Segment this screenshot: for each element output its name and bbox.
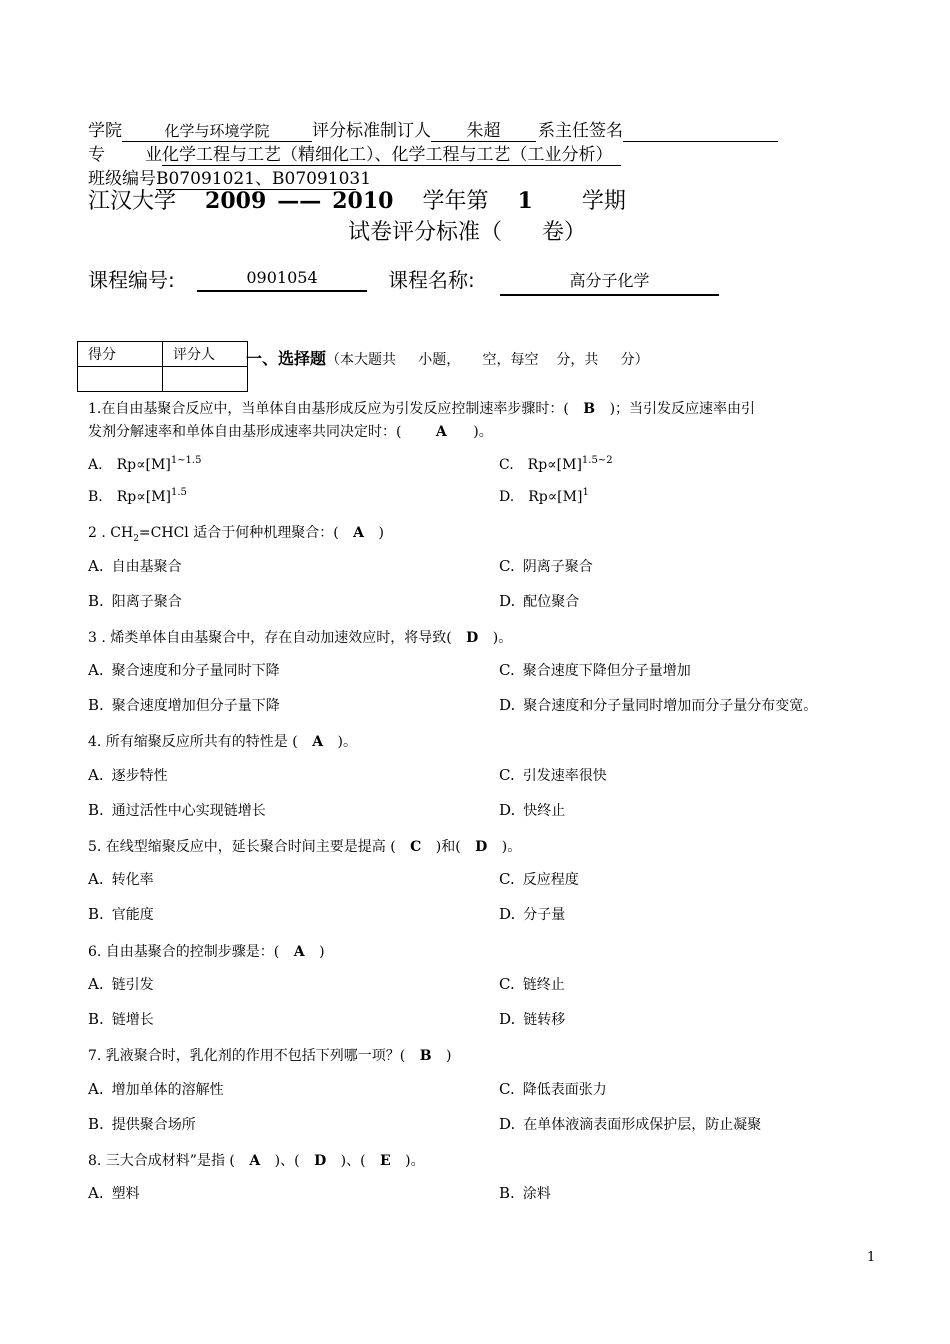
maker-value: 朱超 xyxy=(431,116,536,142)
option: B. $Rp\propto[M]^{1.5}$ xyxy=(88,487,187,505)
course-code-value: 0901054 xyxy=(197,268,367,292)
answer: B xyxy=(419,1048,432,1064)
option: D. 在单体液滴表面形成保护层，防止凝聚 xyxy=(499,1115,762,1133)
option: D. 分子量 xyxy=(499,905,566,923)
answer: C xyxy=(410,839,422,855)
exam-subtitle: 试卷评分标准（ 卷） xyxy=(348,220,587,245)
question-1-stem-cont: 发剂分解速率和单体自由基形成速率共同决定时：( A )。 xyxy=(88,424,493,440)
option: A. 增加单体的溶解性 xyxy=(88,1080,224,1098)
answer: D xyxy=(314,1153,327,1169)
maker-label: 评分标准制订人 xyxy=(312,121,431,141)
answer: A xyxy=(312,734,324,750)
option: B. 链增长 xyxy=(88,1010,154,1028)
option: D. 链转移 xyxy=(499,1010,566,1028)
option: A. 逐步特性 xyxy=(88,766,168,784)
option: D. $Rp\propto[M]^1$ xyxy=(499,487,589,505)
option: C. 聚合速度下降但分子量增加 xyxy=(499,661,691,679)
header-major-row xyxy=(88,140,621,166)
option: A. 转化率 xyxy=(88,870,154,888)
year-end: 2010 xyxy=(332,188,394,214)
college-value: 化学与环境学院 xyxy=(122,120,312,142)
option: B. 提供聚合场所 xyxy=(88,1115,196,1133)
option: A. 聚合速度和分子量同时下降 xyxy=(88,661,280,679)
option: B. 涂料 xyxy=(499,1184,551,1202)
class-value: B07091021、B07091031 xyxy=(156,164,356,190)
question-5-stem: 5. 在线型缩聚反应中，延长聚合时间主要是提高 ( C )和( D )。 xyxy=(88,839,522,855)
option: D. 配位聚合 xyxy=(499,592,580,610)
question-1-stem: 1.在自由基聚合反应中，当单体自由基形成反应为引发反应控制速率步骤时：( B )；当引发反应速率由引 xyxy=(88,401,756,417)
grader-cell[interactable] xyxy=(163,367,248,392)
option: D. 快终止 xyxy=(499,801,566,819)
university-name: 江汉大学 xyxy=(88,189,177,214)
score-header: 得分 xyxy=(78,342,163,367)
option: C. 降低表面张力 xyxy=(499,1080,607,1098)
answer: B xyxy=(583,401,596,417)
major-label-2: 业 xyxy=(145,145,162,165)
answer: A xyxy=(353,525,365,541)
college-label: 学院 xyxy=(88,121,122,141)
score-cell[interactable] xyxy=(78,367,163,392)
option: B. 阳离子聚合 xyxy=(88,592,182,610)
header-college-row xyxy=(88,116,778,142)
option: C. $Rp\propto[M]^{1.5\sim 2}$ xyxy=(499,455,613,473)
exam-title-row xyxy=(88,184,626,215)
option: A. 链引发 xyxy=(88,975,154,993)
course-name-label: 课程名称: xyxy=(388,268,475,292)
term-number: 1 xyxy=(517,188,533,214)
option: B. 官能度 xyxy=(88,905,154,923)
option: B. 聚合速度增加但分子量下降 xyxy=(88,696,280,714)
term-word: 学期 xyxy=(581,189,626,214)
page-number: 1 xyxy=(867,1250,876,1265)
option: C. 反应程度 xyxy=(499,870,579,888)
question-7-stem: 7. 乳液聚合时，乳化剂的作用不包括下列哪一项？( B ) xyxy=(88,1048,452,1064)
year-word: 学年第 xyxy=(422,189,489,214)
question-4-stem: 4. 所有缩聚反应所共有的特性是 ( A )。 xyxy=(88,734,357,750)
question-3-stem: 3 . 烯类单体自由基聚合中，存在自动加速效应时，将导致( D )。 xyxy=(88,630,513,646)
option: C. 链终止 xyxy=(499,975,565,993)
question-6-stem: 6. 自由基聚合的控制步骤是：( A ) xyxy=(88,944,325,960)
option: A. $Rp\propto[M]^{1\sim 1.5}$ xyxy=(88,455,202,473)
answer: E xyxy=(380,1153,391,1169)
director-label: 系主任签名 xyxy=(538,121,623,141)
answer: A xyxy=(293,944,305,960)
section-title: 一、选择题 xyxy=(246,349,327,368)
score-box xyxy=(77,341,248,392)
year-dash: —— xyxy=(277,188,322,214)
answer: D xyxy=(466,630,479,646)
option: C. 引发速率很快 xyxy=(499,766,607,784)
question-2-stem: 2 . $CH_2=CHCl$ 适合于何种机理聚合：( A ) xyxy=(88,525,384,544)
course-name-value: 高分子化学 xyxy=(500,268,719,296)
option: C. 阴离子聚合 xyxy=(499,557,593,575)
class-label: 班级编号 xyxy=(88,169,156,189)
option: B. 通过活性中心实现链增长 xyxy=(88,801,266,819)
option: A. 塑料 xyxy=(88,1184,140,1202)
major-label: 专 xyxy=(88,145,105,165)
option: A. 自由基聚合 xyxy=(88,557,182,575)
grader-header: 评分人 xyxy=(163,342,248,367)
year-start: 2009 xyxy=(205,188,267,214)
answer: A xyxy=(249,1153,261,1169)
section-note: （本大题共 小题， 空，每空 分，共 分） xyxy=(326,352,649,368)
major-value: 化学工程与工艺（精细化工）、化学工程与工艺（工业分析） xyxy=(162,140,621,166)
course-code-label: 课程编号: xyxy=(88,268,175,292)
answer: A xyxy=(435,424,447,440)
answer: D xyxy=(475,839,488,855)
question-8-stem: 8. 三大合成材料”是指 ( A )、( D )、( E )。 xyxy=(88,1153,425,1169)
section-title-row xyxy=(246,346,649,369)
option: D. 聚合速度和分子量同时增加而分子量分布变宽。 xyxy=(499,696,818,714)
